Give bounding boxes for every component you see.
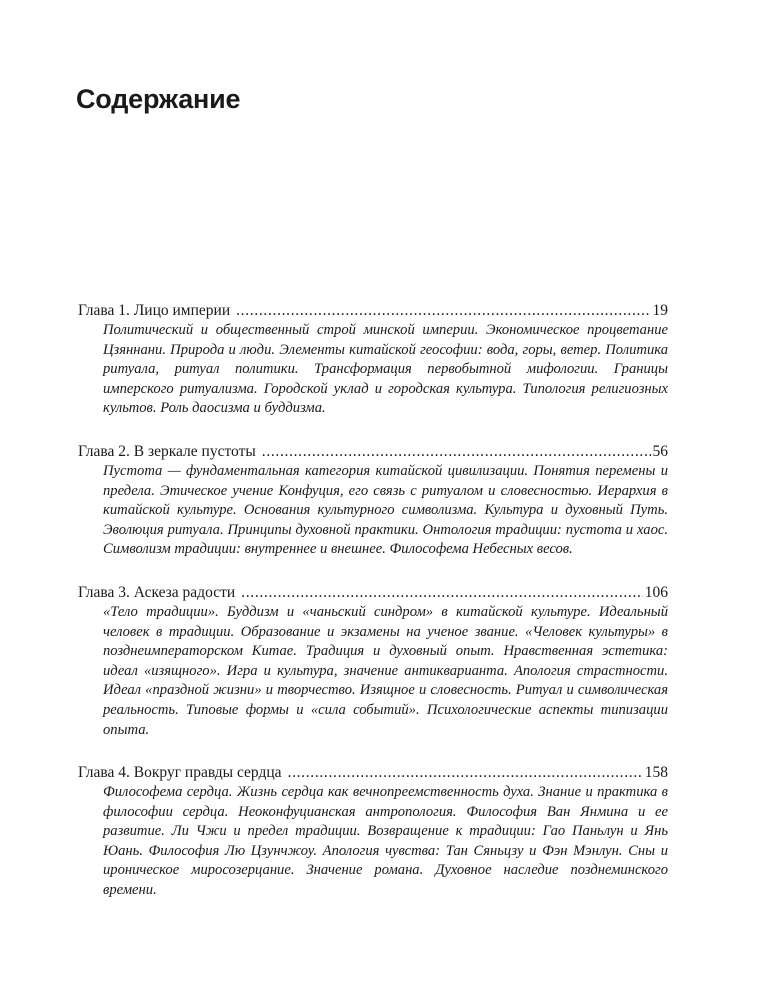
page-number: 19: [652, 302, 668, 319]
chapter-summary: Политический и общественный строй минской империи. Экономическое процветание Цзяннани. Природа и люди. Элементы китайской геософии: вода, горы, ветер. Политика ритуала, ритуал политики. Трансформация первобытной мифологии. Границы имперского ритуализма. Городской уклад и городская культура. Типология религиозных культов. Роль даосизма и буддизма.: [103, 322, 668, 417]
chapter-summary: Философема сердца. Жизнь сердца как вечнопреемственность духа. Знание и практика в философии сердца. Неоконфуцианская антропология. Философия Ван Янмина и ее развитие. Ли Чжи и предел традиции. Возвращение к традиции: Гао Паньлун и Янь Юань. Философия Лю Цзунчжоу. Апология чувства: Тан Сяньцзу и Фэн Мэнлун. Сны и ироническое миросозерцание. Значение романа. Духовное наследие позднеминского времени.: [103, 784, 668, 899]
page-title: Содержание: [76, 84, 241, 114]
chapter-title: Глава 4. Вокруг правды сердца: [78, 764, 282, 782]
dot-leader: [236, 300, 650, 321]
dot-leader: [241, 582, 643, 603]
page-number: 106: [644, 583, 668, 601]
page-number: 158: [644, 764, 668, 782]
toc-entry-chapter-3: [78, 582, 668, 740]
toc-entry-heading[interactable]: [78, 441, 668, 462]
chapter-title: Глава 2. В зеркале пустоты: [78, 442, 256, 460]
chapter-title: Глава 3. Аскеза радости: [78, 583, 236, 601]
toc-entry-chapter-4: [78, 762, 668, 901]
table-of-contents: [78, 300, 668, 923]
toc-entry-heading[interactable]: [78, 300, 668, 321]
page-number: 56: [652, 442, 668, 460]
chapter-summary: «Тело традиции». Буддизм и «чаньский синдром» в китайской культуре. Идеальный человек в традиции. Образование и экзамены на ученое звание. «Человек культуры» в позднеимператорском Китае. Традиция и духовный опыт. Нравственная эстетика: идеал «изящного». Игра и культура, значение антикварианта. Апология страстности. Идеал «праздной жизни» и творчество. Изящное и словесность. Ритуал и символическая реальность. Типовые формы и «сила событий». Психологические аспекты типизации опыта.: [103, 603, 668, 738]
chapter-summary: Пустота — фундаментальная категория китайской цивилизации. Понятия перемены и предела. Этическое учение Конфуция, его связь с ритуалом и словесностью. Иерархия в китайской культуре. Основания культурного символизма. Культура и духовный Путь. Эволюция ритуала. Принципы духовной практики. Онтология традиции: пустота и хаос. Символизм традиции: внутреннее и внешнее. Философема Небесных весов.: [103, 462, 668, 558]
toc-entry-heading[interactable]: [78, 762, 668, 783]
toc-entry-chapter-2: [78, 441, 668, 560]
toc-entry-chapter-1: [78, 300, 668, 419]
toc-entry-heading[interactable]: [78, 582, 668, 603]
dot-leader: [262, 441, 651, 462]
dot-leader: [288, 762, 643, 783]
chapter-title: Глава 1. Лицо империи: [78, 302, 231, 319]
